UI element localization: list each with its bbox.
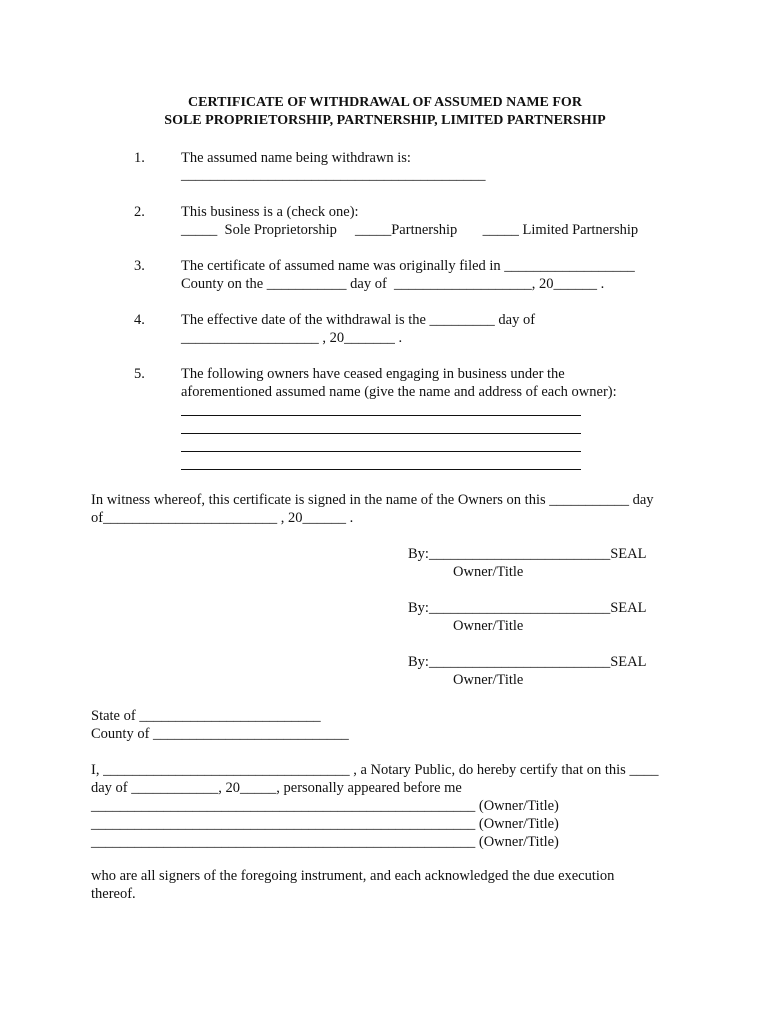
signature-line[interactable]: By:_________________________SEAL [408,654,647,670]
notary-owner-line[interactable]: _____________________________________________________ (Owner/Title) [91,816,559,832]
item-1-text: The assumed name being withdrawn is: [181,150,411,166]
closing-line-1: who are all signers of the foregoing instrument, and each acknowledged the due execution [91,868,615,884]
witness-line-1[interactable]: In witness whereof, this certificate is signed in the name of the Owners on this ___________ day [91,492,654,508]
item-number: 2. [134,204,145,220]
item-number: 1. [134,150,145,166]
document-title-line-1: CERTIFICATE OF WITHDRAWAL OF ASSUMED NAME FOR [188,95,582,110]
signature-line[interactable]: By:_________________________SEAL [408,600,647,616]
signature-role-label: Owner/Title [453,618,524,634]
item-number: 5. [134,366,145,382]
document-title-line-2: SOLE PROPRIETORSHIP, PARTNERSHIP, LIMITED PARTNERSHIP [164,113,606,128]
owner-entry-line[interactable] [181,469,581,470]
signature-line[interactable]: By:_________________________SEAL [408,546,647,562]
item-2-text: This business is a (check one): [181,204,359,220]
item-4-date-fields[interactable]: ___________________ , 20_______ . [181,330,403,346]
notary-line-2[interactable]: day of ____________, 20_____, personally appeared before me [91,780,462,796]
item-number: 3. [134,258,145,274]
item-5-text-line-1: The following owners have ceased engaging in business under the [181,366,565,382]
item-number: 4. [134,312,145,328]
item-3-date-fields[interactable]: County on the ___________ day of ___________________, 20______ . [181,276,605,292]
item-3-text[interactable]: The certificate of assumed name was originally filed in __________________ [181,258,635,274]
signature-role-label: Owner/Title [453,672,524,688]
closing-line-2: thereof. [91,886,136,902]
state-field[interactable]: State of _________________________ [91,708,321,724]
signature-role-label: Owner/Title [453,564,524,580]
notary-line-1[interactable]: I, __________________________________ , a Notary Public, do hereby certify that on this ____ [91,762,659,778]
item-2-checkbox-options[interactable]: _____ Sole Proprietorship _____Partnership _____ Limited Partnership [181,222,639,238]
county-field[interactable]: County of ___________________________ [91,726,349,742]
witness-line-2[interactable]: of________________________ , 20______ . [91,510,354,526]
notary-owner-line[interactable]: _____________________________________________________ (Owner/Title) [91,798,559,814]
owner-entry-line[interactable] [181,433,581,434]
item-1-blank-field[interactable]: __________________________________________ [181,167,486,183]
item-5-text-line-2: aforementioned assumed name (give the name and address of each owner): [181,384,617,400]
item-4-text[interactable]: The effective date of the withdrawal is the _________ day of [181,312,536,328]
owner-entry-line[interactable] [181,451,581,452]
notary-owner-line[interactable]: _____________________________________________________ (Owner/Title) [91,834,559,850]
owner-entry-line[interactable] [181,415,581,416]
